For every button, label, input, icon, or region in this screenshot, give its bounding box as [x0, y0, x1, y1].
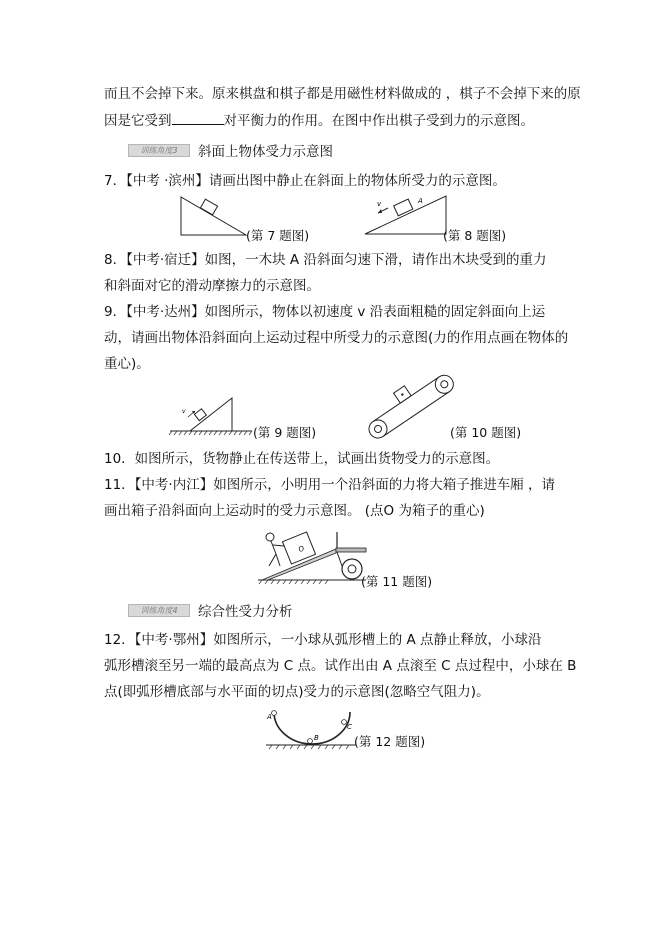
ground-hatching [169, 431, 252, 435]
label-b: B [314, 734, 319, 742]
label-c: C [347, 723, 352, 731]
training-badge: 训练角度3 [128, 144, 190, 157]
truck-support [337, 552, 342, 566]
intro-line-2 [104, 110, 534, 131]
question-8-line-2: 和斜面对它的滑动摩擦力的示意图。 [104, 278, 320, 294]
truck-bed [336, 548, 366, 552]
section-header-incline [128, 140, 333, 160]
figure-8-incline [362, 190, 452, 238]
question-10: 10．如图所示，货物静止在传送带上，试画出货物受力的示意图。 [104, 451, 500, 467]
question-7: 7．【中考 ·滨州】请画出图中静止在斜面上的物体所受力的示意图。 [104, 173, 506, 189]
figure-11-ramp-truck [256, 524, 368, 586]
caption-figure-9: (第 9 题图) [253, 425, 317, 440]
section-header-comprehensive [128, 600, 293, 620]
ground-hatching [269, 745, 349, 749]
section-title: 斜面上物体受力示意图 [198, 144, 333, 160]
block [200, 199, 217, 215]
belt-bottom [383, 392, 449, 437]
caption-figure-8: (第 8 题图) [443, 228, 507, 243]
question-11-line-1: 11．【中考·内江】如图所示，小明用一个沿斜面的力将大箱子推进车厢 ，请 [104, 477, 556, 493]
label-v: v [182, 408, 186, 415]
question-9-line-1: 9．【中考·达州】如图所示，物体以初速度 v 沿表面粗糙的固定斜面向上运 [104, 304, 546, 320]
caption-figure-12: (第 12 题图) [354, 734, 426, 749]
label-o: O [297, 544, 306, 554]
arrowhead [378, 209, 382, 213]
caption-figure-11: (第 11 题图) [361, 574, 433, 589]
answer-blank[interactable] [172, 110, 224, 125]
label-a: A [267, 713, 272, 721]
figure-10-conveyor [368, 376, 458, 438]
question-9-line-2: 动，请画出物体沿斜面向上运动过程中所受力的示意图(力的作用点画在物体的 [104, 330, 569, 346]
question-9-line-3: 重心)。 [104, 356, 150, 372]
training-badge: 训练角度4 [128, 604, 190, 617]
intro-line-2-start: 因是它受到 [104, 113, 172, 129]
intro-line-2-end: 对平衡力的作用。在图中作出棋子受到力的示意图。 [223, 113, 534, 129]
question-8-line-1: 8．【中考·宿迁】如图，一木块 A 沿斜面匀速下滑，请作出木块受到的重力 [104, 252, 547, 268]
intro-line-1: 而且不会掉下来。原来棋盘和棋子都是用磁性材料做成的 ，棋子不会掉下来的原 [104, 86, 581, 102]
question-12-line-1: 12．【中考·鄂州】如图所示，一小球从弧形槽上的 A 点静止释放，小球沿 [104, 632, 542, 648]
ball-at-a [272, 711, 277, 716]
block [194, 409, 206, 421]
ball-at-c [342, 720, 347, 725]
label-a: A [418, 197, 423, 205]
boy-figure [266, 533, 284, 566]
caption-figure-10: (第 10 题图) [450, 425, 522, 440]
box-group [282, 532, 315, 564]
question-12-line-3: 点(即弧形槽底部与水平面的切点)受力的示意图(忽略空气阻力)。 [104, 684, 490, 700]
section-title: 综合性受力分析 [198, 604, 293, 620]
question-11-line-2: 画出箱子沿斜面向上运动时的受力示意图。 (点O 为箱子的重心) [104, 503, 485, 519]
caption-figure-7: (第 7 题图) [246, 228, 310, 243]
label-v: v [377, 200, 382, 208]
incline-triangle [181, 197, 246, 235]
ball-at-b [308, 739, 313, 744]
figure-12-arc-groove [264, 708, 358, 750]
figure-9-incline [168, 395, 256, 437]
ground-hatching [259, 580, 328, 584]
question-12-line-2: 弧形槽滚至另一端的最高点为 C 点。试作出由 A 点滚至 C 点过程中，小球在 B [104, 658, 577, 674]
